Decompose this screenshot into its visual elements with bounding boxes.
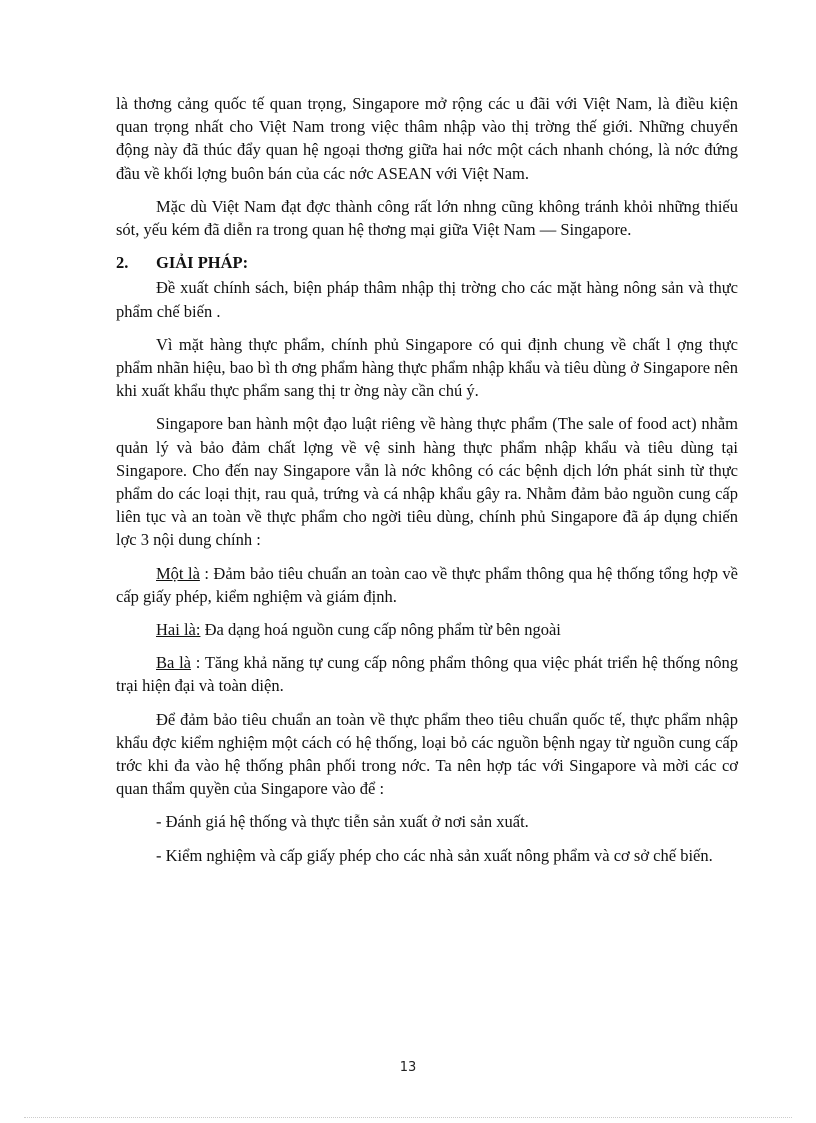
section-title: GIẢI PHÁP: bbox=[156, 253, 249, 273]
section-heading bbox=[116, 251, 738, 274]
paragraph-singapore-port: là thơng cảng quốc tế quan trọng, Singapore mở rộng các u đãi với Việt Nam, là điều kiện quan trọng nhất cho Việt Nam trong việc thâm nhập vào thị trờng thế giới. Những chuyển động này đã thúc đẩy quan hệ ngoại thơng giữa hai nớc một cách nhanh chóng, là nớc đứng đầu về khối lợng buôn bán của các nớc ASEAN với Việt Nam. bbox=[116, 94, 738, 183]
list-item-three bbox=[116, 651, 738, 697]
list-item-one-text: : Đảm bảo tiêu chuẩn an toàn cao về thực phẩm thông qua hệ thống tổng hợp về cấp giấy phép, kiểm nghiệm và giám định. bbox=[116, 563, 738, 606]
bullet-evaluate: - Đánh giá hệ thống và thực tiễn sản xuất ở nơi sản xuất. bbox=[156, 812, 529, 832]
paragraph-safety-standards: Để đảm bảo tiêu chuẩn an toàn về thực phẩm theo tiêu chuẩn quốc tế, thực phẩm nhập khẩu đợc kiểm nghiệm một cách có hệ thống, loại bỏ các nguồn bệnh ngay từ nguồn cung cấp trớc khi đa vào hệ thống phân phối trong nớc. Ta nên hợp tác với Singapore và mời các cơ quan thẩm quyền của Singapore vào để : bbox=[116, 709, 738, 799]
page-number: 13 bbox=[399, 1060, 417, 1075]
list-item-two-text: Đa dạng hoá nguồn cung cấp nông phẩm từ bên ngoài bbox=[200, 620, 561, 640]
bullet-inspect: - Kiểm nghiệm và cấp giấy phép cho các nhà sản xuất nông phẩm và cơ sở chế biến. bbox=[156, 845, 713, 865]
list-item-two-label: Hai là: bbox=[156, 620, 201, 640]
list-item-one bbox=[116, 562, 738, 608]
paragraph-food-act: Singapore ban hành một đạo luật riêng về hàng thực phẩm (The sale of food act) nhằm quản lý và bảo đảm chất lợng về vệ sinh hàng thực phẩm nhập khẩu và tiêu dùng tại Singapore. Cho đến nay Singapore vẫn là nớc không có các bệnh dịch lớn phát sinh từ thực phẩm do các loại thịt, rau quả, trứng và cá nhập khẩu gây ra. Nhằm đảm bảo nguồn cung cấp liên tục và an toàn về thực phẩm cho ngời tiêu dùng, chính phủ Singapore đã áp dụng chiến lợc 3 nội dung chính : bbox=[116, 414, 738, 550]
paragraph-proposal: Đề xuất chính sách, biện pháp thâm nhập thị trờng cho các mặt hàng nông sản và thực phẩm chế biến . bbox=[116, 278, 738, 321]
list-item-three-text: : Tăng khả năng tự cung cấp nông phẩm thông qua việc phát triển hệ thống nông trại hiện đại và toàn diện. bbox=[116, 653, 738, 696]
list-item-one-label: Một là bbox=[156, 563, 200, 583]
paragraph-shortcomings: Mặc dù Việt Nam đạt đợc thành công rất lớn nhng cũng không tránh khỏi những thiếu sót, yếu kém đã diễn ra trong quan hệ thơng mại giữa Việt Nam — Singapore. bbox=[116, 196, 738, 240]
section-number: 2. bbox=[116, 253, 129, 273]
paragraph-food-regulation: Vì mặt hàng thực phẩm, chính phủ Singapore có qui định chung về chất l ợng thực phẩm nhãn hiệu, bao bì th ơng phẩm hàng thực phẩm nhập khẩu và tiêu dùng ở Singapore nên khi xuất khẩu thực phẩm sang thị tr ờng này cần chú ý. bbox=[116, 334, 738, 401]
list-item-two bbox=[116, 618, 738, 641]
page-bottom-divider bbox=[24, 1117, 792, 1118]
page-content bbox=[116, 92, 738, 877]
list-item-three-label: Ba là bbox=[156, 653, 192, 673]
